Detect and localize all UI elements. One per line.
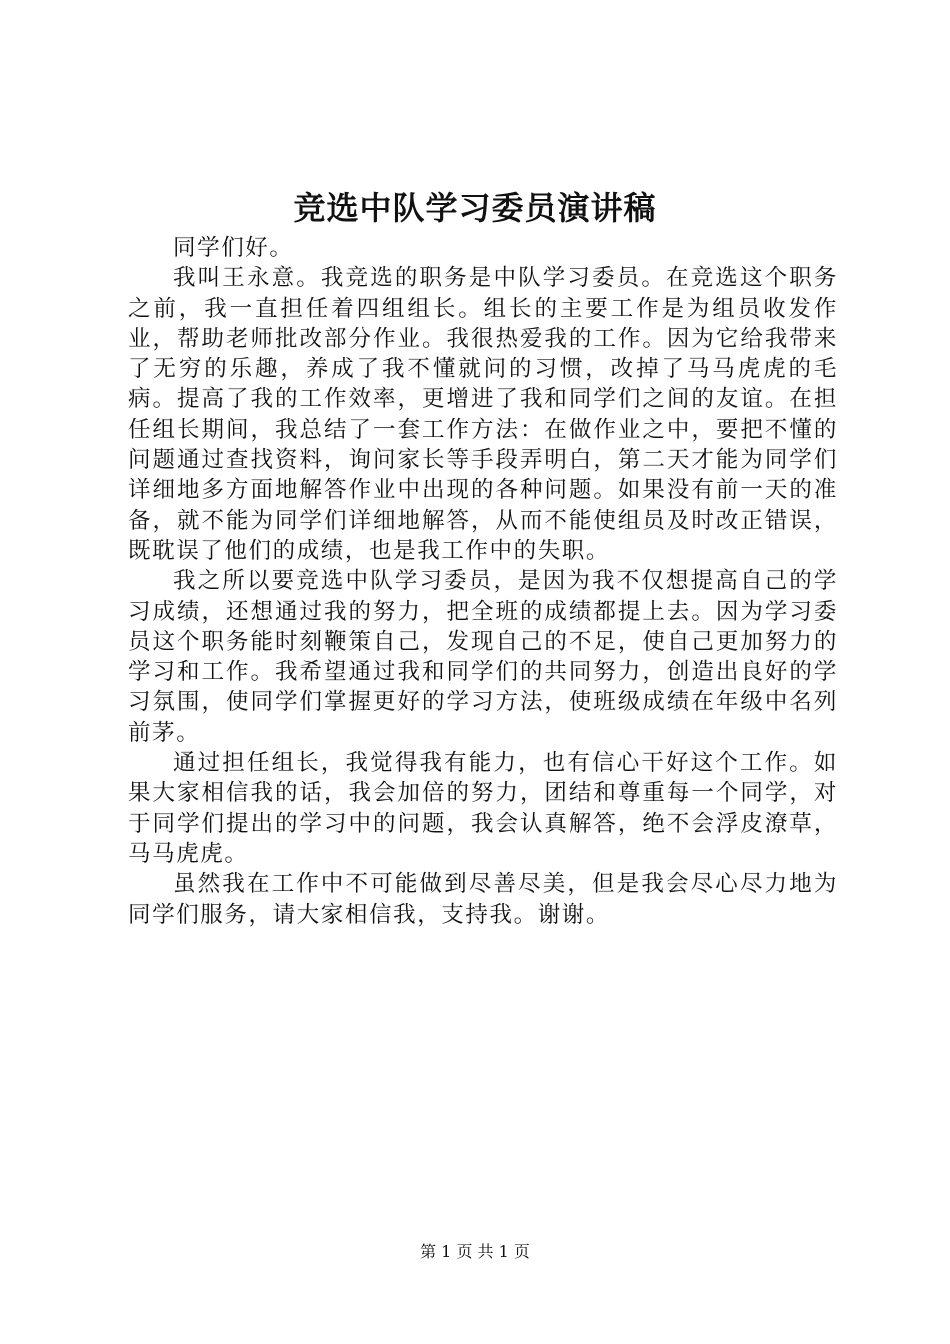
page-footer: 第 1 页 共 1 页 (420, 1242, 530, 1261)
paragraph-greeting: 同学们好。 (173, 235, 294, 261)
paragraph-introduction: 我叫王永意。我竞选的职务是中队学习委员。在竞选这个职务之前，我一直担任着四组组长。组长的主要工作是为组员收发作业，帮助老师批改部分作业。我很热爱我的工作。因为它给我带来了无穷的乐趣，养成了我不懂就问的习惯，改掉了马马虎虎的毛病。提高了我的工作效率，更增进了我和同学们之间的友谊。在担任组长期间，我总结了一套工作方法：在做作业之中，要把不懂的问题通过查找资料，询问家长等手段弄明白，第二天才能为同学们详细地多方面地解答作业中出现的各种问题。如果没有前一天的准备，就不能为同学们详细地解答，从而不能使组员及时改正错误，既耽误了他们的成绩，也是我工作中的失职。 (128, 265, 838, 564)
document-title: 竞选中队学习委员演讲稿 (293, 189, 657, 227)
paragraph-commitment: 通过担任组长，我觉得我有能力，也有信心干好这个工作。如果大家相信我的话，我会加倍的努力，团结和尊重每一个同学，对于同学们提出的学习中的问题，我会认真解答，绝不会浮皮潦草，马马虎虎。 (128, 750, 838, 867)
document-body (128, 233, 838, 930)
paragraph-closing: 虽然我在工作中不可能做到尽善尽美，但是我会尽心尽力地为同学们服务，请大家相信我，支持我。谢谢。 (128, 871, 838, 928)
paragraph-motivation: 我之所以要竞选中队学习委员，是因为我不仅想提高自己的学习成绩，还想通过我的努力，把全班的成绩都提上去。因为学习委员这个职务能时刻鞭策自己，发现自己的不足，使自己更加努力的学习和工作。我希望通过我和同学们的共同努力，创造出良好的学习氛围，使同学们掌握更好的学习方法，使班级成绩在年级中名列前茅。 (128, 568, 838, 746)
